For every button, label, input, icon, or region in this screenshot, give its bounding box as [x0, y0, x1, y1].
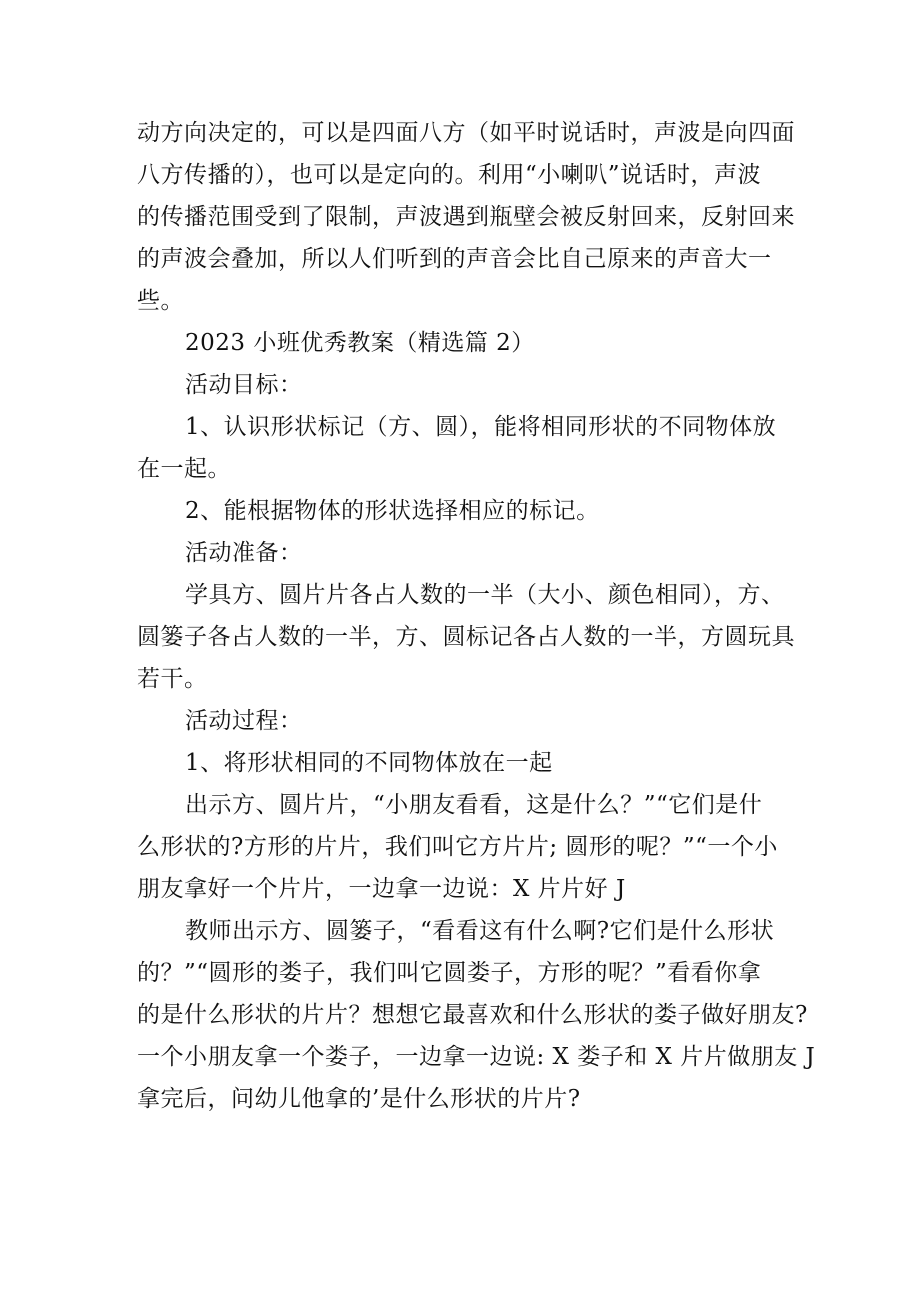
text-line: 些。 — [137, 288, 184, 314]
text-line: 2、能根据物体的形状选择相应的标记。 — [185, 498, 600, 524]
text-line: 么形状的?方形的片片，我们叫它方片片; 圆形的呢？”“一个小 — [137, 834, 778, 860]
text-line: 的是什么形状的片片？想想它最喜欢和什么形状的娄子做好朋友? — [137, 1002, 808, 1028]
text-line: 圆篓子各占人数的一半，方、圆标记各占人数的一半，方圆玩具 — [137, 624, 795, 650]
subheading-process: 活动过程： — [185, 708, 303, 734]
text-line: 一个小朋友拿一个娄子，一边拿一边说: X 娄子和 X 片片做朋友 J — [137, 1044, 816, 1070]
text-line: 动方向决定的，可以是四面八方（如平时说话时，声波是向四面 — [137, 120, 795, 146]
subheading-goals: 活动目标： — [185, 372, 303, 398]
text-line: 八方传播的），也可以是定向的。利用“小喇叭”说话时，声波 — [137, 162, 762, 188]
subheading-preparation: 活动准备： — [185, 540, 303, 566]
text-line: 1、认识形状标记（方、圆），能将相同形状的不同物体放 — [185, 414, 777, 440]
text-line: 若干。 — [137, 666, 208, 692]
text-line: 的传播范围受到了限制，声波遇到瓶壁会被反射回来，反射回来 — [137, 204, 795, 230]
text-line: 教师出示方、圆篓子，“看看这有什么啊?它们是什么形状 — [185, 918, 775, 944]
document-page — [137, 112, 817, 1120]
text-line: 拿完后，问幼儿他拿的’是什么形状的片片? — [137, 1086, 581, 1112]
text-line: 在一起。 — [137, 456, 231, 482]
section-heading: 2023 小班优秀教案（精选篇 2） — [185, 330, 535, 356]
text-line: 1、将形状相同的不同物体放在一起 — [185, 750, 553, 776]
text-line: 的？”“圆形的娄子，我们叫它圆娄子，方形的呢？”看看你拿 — [137, 960, 762, 986]
text-line: 朋友拿好一个片片，一边拿一边说：X 片片好 J — [137, 876, 626, 902]
text-line: 出示方、圆片片，“小朋友看看，这是什么？”“它们是什 — [185, 792, 763, 818]
text-line: 学具方、圆片片各占人数的一半（大小、颜色相同），方、 — [185, 582, 785, 608]
text-line: 的声波会叠加，所以人们听到的声音会比自己原来的声音大一 — [137, 246, 772, 272]
